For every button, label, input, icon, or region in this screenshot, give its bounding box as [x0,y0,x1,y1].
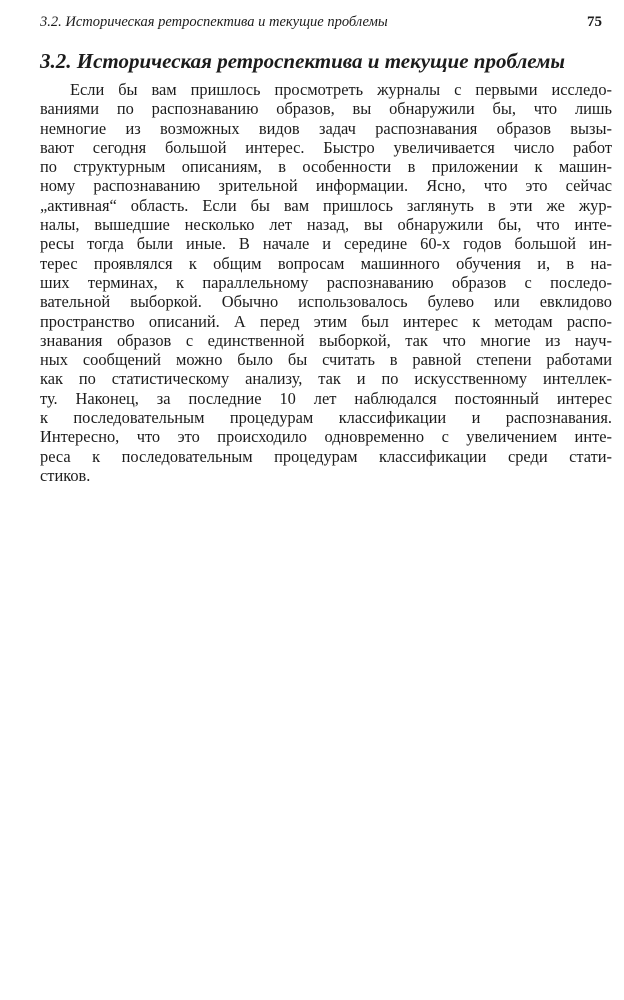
text-line: ваниями по распознаванию образов, вы обнаружили бы, что лишь [40,99,612,119]
running-head-title: 3.2. Историческая ретроспектива и текущие проблемы [40,14,388,30]
running-head [40,11,610,33]
text-line: ному распознаванию зрительной информации. Ясно, что это сейчас [40,176,612,196]
page-number: 75 [587,14,602,30]
text-line: пространство описаний. А перед этим был интерес к методам распо- [40,311,612,331]
text-line: Интересно, что это происходило одновременно с увеличением инте- [40,427,612,447]
text-line: вают сегодня большой интерес. Быстро увеличивается число работ [40,137,612,157]
text-line: терес проявлялся к общим вопросам машинного обучения и, в на- [40,253,612,273]
text-line: ших терминах, к параллельному распознаванию образов с последо- [40,272,612,292]
text-line: „активная“ область. Если бы вам пришлось заглянуть в эти же жур- [40,195,612,215]
text-line: немногие из возможных видов задач распознавания образов вызы- [40,118,612,138]
text-line: Если бы вам пришлось просмотреть журналы с первыми исследо- [70,80,612,99]
text-line: к последовательным процедурам классификации и распознавания. [40,408,612,428]
section-title: 3.2. Историческая ретроспектива и текущие проблемы [40,49,565,73]
text-line: ту. Наконец, за последние 10 лет наблюдался постоянный интерес [40,388,612,408]
text-line: вательной выборкой. Обычно использовалось булево или евклидово [40,292,612,312]
text-line: стиков. [40,465,91,485]
text-line: знавания образов с единственной выборкой, так что многие из науч- [40,330,612,350]
paragraph [40,80,612,485]
text-line: как по статистическому анализу, так и по искусственному интеллек- [40,369,612,389]
text-line: налы, вышедшие несколько лет назад, вы обнаружили бы, что инте- [40,215,612,235]
text-line: ных сообщений можно было бы считать в равной степени работами [40,350,612,370]
text-line: по структурным описаниям, в особенности в приложении к машин- [40,157,612,177]
text-line: ресы тогда были иные. В начале и середине 60-х годов большой ин- [40,234,612,254]
text-line: реса к последовательным процедурам классификации среди стати- [40,446,612,466]
